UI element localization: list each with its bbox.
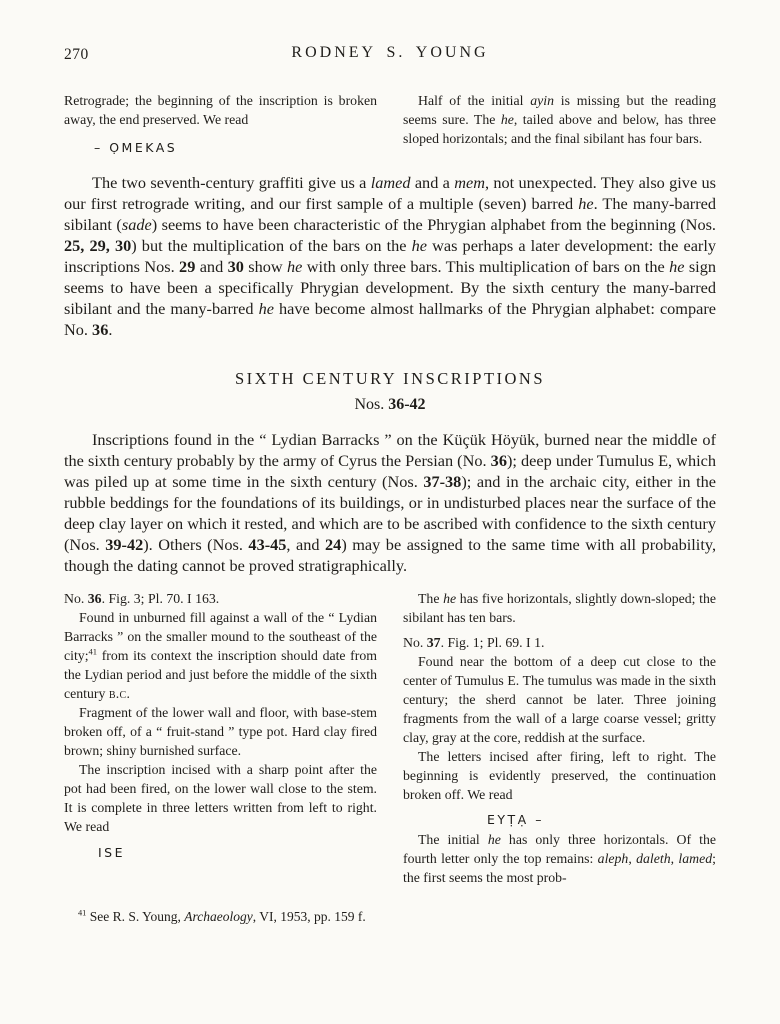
paragraph-seventh-century-graffiti: The two seventh-century graffiti give us a lamed and a mem, not unexpected. They also give us our first retrograde writing, and our first sample of a multiple (seven) barred he. The many-barred sibilant (sade) seems to have been characteristic of the Phrygian alphabet from the beginning (Nos. 25, 29, 30) but the multiplication of the bars on the he was perhaps a later development: the early inscriptions Nos. 29 and 30 show he with only three bars. This multiplication of bars on the he sign seems to have been a specifically Phrygian development. By the sixth century the many-barred sibilant and the many-barred he have become almost hallmarks of the Phrygian alphabet: compare No. 36. [64,173,717,339]
section-title: SIXTH CENTURY INSCRIPTIONS [234,369,546,388]
bottom-right-column [403,589,716,887]
inscription-ise: ISE [98,845,126,860]
entry-no-37-heading: No. 37. Fig. 1; Pl. 69. I 1. [403,635,545,650]
page-header [64,44,716,66]
bottom-two-column-section [64,589,716,887]
entry-no-36-findspot: Found in unburned fill against a wall of the “ Lydian Barracks ” on the smaller mound to the southeast of the city;$^{41}$ from its context the inscription should date from the Lydian period and just before the middle of the sixth century b.c. [64,610,377,701]
bottom-left-column [64,589,377,887]
entry-no-37-letterforms: The initial he has only three horizontals. Of the fourth letter only the top remains: aleph, daleth, lamed; the first seems the most prob- [403,832,716,885]
top-left-column [64,91,377,155]
section-numbers: Nos. 36-42 [354,396,426,413]
entry-no-36-heading: No. 36. Fig. 3; Pl. 70. I 163. [64,591,220,606]
inscription-omekas: – ỌMEKAS [94,140,178,155]
paragraph-ayin: Half of the initial ayin is missing but the reading seems sure. The he, tailed above and below, has three sloped horizontals; and the final sibilant has four bars. [403,93,716,146]
running-head: RODNEY S. YOUNG [291,44,489,61]
entry-no-37-findspot: Found near the bottom of a deep cut close to the center of Tumulus E. The tumulus was made in the sixth century; the sherd cannot be later. Three joining fragments from the wall of a large coarse vessel; gritty clay, gray at the core, reddish at the surface. [403,654,716,745]
inscription-eyta: EYṬẠ – [487,812,544,827]
entry-no-36-inscription-note: The inscription incised with a sharp point after the pot had been fired, on the lower wall close to the stem. It is complete in three letters written from left to right. We read [64,762,377,834]
footnote-41: $^{41}$ See R. S. Young, Archaeology, VI, 1953, pp. 159 f. [78,908,366,924]
page-number: 270 [64,46,89,63]
entry-no-37-inscription-note: The letters incised after firing, left to right. The beginning is evidently preserved, the continuation broken off. We read [403,749,716,802]
top-two-column-section [64,91,716,155]
paragraph-inscriptions-found: Inscriptions found in the “ Lydian Barracks ” on the Küçük Höyük, burned near the middle of the sixth century probably by the army of Cyrus the Persian (No. 36); deep under Tumulus E, which was piled up at some time in the sixth century (Nos. 37-38); and in the archaic city, either in the rubble beddings for the foundations of its buildings, or in undisturbed places near the surface of the deep clay layer on which it rested, and which are to be ascribed with confidence to the sixth century (Nos. 39-42). Others (Nos. 43-45, and 24) may be assigned to the same time with all probability, though the dating cannot be proved stratigraphically. [64,430,717,575]
entry-no-36-description: Fragment of the lower wall and floor, with base-stem broken off, of a “ fruit-stand ” type pot. Hard clay fired brown; shiny burnished surface. [64,705,377,758]
entry-no-36-letterforms: The he has five horizontals, slightly down-sloped; the sibilant has ten bars. [403,591,716,625]
paragraph-retrograde: Retrograde; the beginning of the inscription is broken away, the end preserved. We read [64,93,377,127]
top-right-column [403,91,716,155]
